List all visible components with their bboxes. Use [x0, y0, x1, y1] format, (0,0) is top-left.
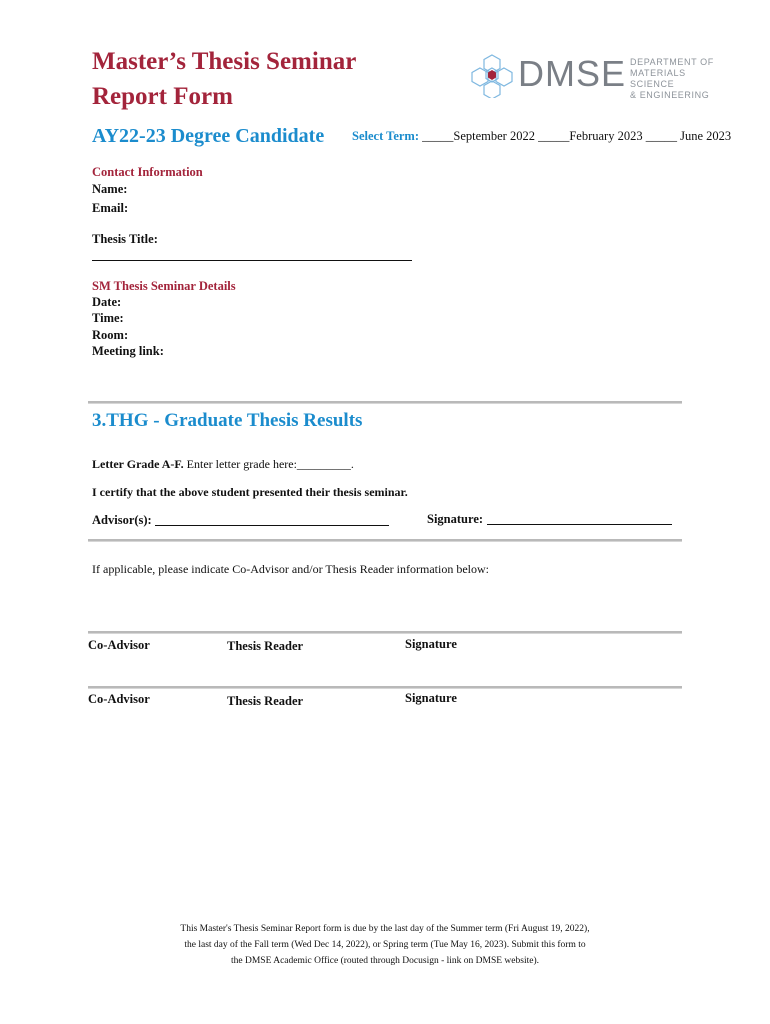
certify-statement: I certify that the above student presented their thesis seminar.	[92, 485, 408, 499]
time-field[interactable]: Time:	[92, 311, 124, 325]
grade-label: Letter Grade A-F.	[92, 457, 184, 471]
coadvisor-note: If applicable, please indicate Co-Advisor and/or Thesis Reader information below:	[92, 562, 489, 576]
name-field[interactable]: Name:	[92, 182, 128, 196]
seminar-details-heading: SM Thesis Seminar Details	[92, 279, 236, 293]
candidate-heading: AY22-23 Degree Candidate	[92, 125, 325, 147]
hexagon-logo-icon	[468, 52, 516, 98]
advisor-line[interactable]	[155, 525, 389, 526]
dmse-logo	[468, 52, 728, 98]
footer-line-3: the DMSE Academic Office (routed through Docusign - link on DMSE website).	[231, 956, 539, 966]
row-divider-2	[88, 686, 682, 689]
thesis-reader-field[interactable]: Thesis Reader	[227, 694, 304, 708]
footer-line-1: This Master's Thesis Seminar Report form is due by the last day of the Summer term (Fri August 19, 2022),	[180, 924, 590, 934]
signature-line[interactable]	[487, 524, 672, 525]
advisor-label: Advisor(s):	[92, 513, 152, 527]
footer-note	[150, 921, 620, 969]
row-divider-1	[88, 631, 682, 634]
section-divider	[88, 401, 682, 404]
certify-divider	[88, 539, 682, 542]
coadvisor-field[interactable]: Co-Advisor	[88, 692, 150, 706]
title-line-2: Report Form	[92, 83, 233, 110]
grade-line[interactable]	[92, 457, 354, 472]
term-selector[interactable]	[352, 129, 731, 144]
title-line-1: Master’s Thesis Seminar	[92, 48, 357, 75]
row-signature-field[interactable]: Signature	[405, 691, 457, 705]
signature-label: Signature:	[427, 512, 484, 526]
contact-info-heading: Contact Information	[92, 165, 203, 179]
form-title	[92, 44, 412, 114]
coadvisor-field[interactable]: Co-Advisor	[88, 638, 150, 652]
dept-line-2: MATERIALS SCIENCE	[630, 68, 686, 89]
footer-line-2: the last day of the Fall term (Wed Dec 14, 2022), or Spring term (Tue May 16, 2023). Submit this form to	[184, 940, 586, 950]
dept-line-1: DEPARTMENT OF	[630, 57, 714, 67]
thesis-reader-field[interactable]: Thesis Reader	[227, 639, 304, 653]
term-label: Select Term:	[352, 129, 419, 143]
row-signature-field[interactable]: Signature	[405, 637, 457, 651]
meeting-link-field[interactable]: Meeting link:	[92, 344, 164, 358]
logo-text: DMSE	[518, 53, 627, 94]
thesis-title-field[interactable]: Thesis Title:	[92, 232, 158, 246]
date-field[interactable]: Date:	[92, 295, 122, 309]
dept-line-3: & ENGINEERING	[630, 90, 710, 100]
grade-instruction[interactable]: Enter letter grade here:_________.	[183, 457, 354, 471]
results-heading: 3.THG - Graduate Thesis Results	[92, 410, 363, 431]
email-field[interactable]: Email:	[92, 201, 129, 215]
department-name	[630, 57, 728, 101]
thesis-title-line	[92, 260, 412, 261]
room-field[interactable]: Room:	[92, 328, 129, 342]
term-options[interactable]: _____September 2022 _____February 2023 _____ June 2023	[422, 129, 732, 143]
